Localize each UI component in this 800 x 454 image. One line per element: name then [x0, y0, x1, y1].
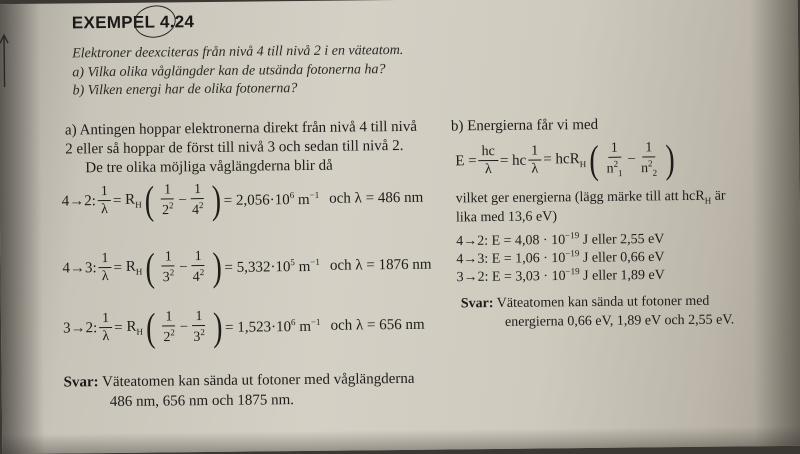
energy-row: 3→2: $E = 3,03 \cdot 10^{-19}$ J eller 1,89 eV [456, 266, 665, 286]
part-b-text-1: vilket ger energierna (lägg märke till att hcR$_H$ är [455, 188, 726, 207]
part-b-answer-line-2: energierna 0,66 eV, 1,89 eV och 2,55 eV. [504, 312, 735, 330]
part-a-intro-3: De tre olika möjliga våglängderna blir då [85, 157, 333, 177]
answer-label: Svar: [63, 374, 99, 391]
part-b-answer: Svar: Väteatomen kan sända ut fotoner med [460, 293, 710, 312]
part-a-answer-line-2: 486 nm, 656 nm och 1875 nm. [109, 392, 295, 411]
margin-mark-icon [0, 29, 13, 89]
answer-label: Svar: [460, 296, 494, 312]
problem-line-2: a) Vilka olika våglängder kan de utsända fotonerna ha? [72, 62, 386, 81]
part-b-intro: b) Energierna får vi med [450, 116, 599, 135]
transition-label: 4→3: [62, 259, 97, 277]
energy-formula: E = $\frac{hc}{\lambda}$ = hc $\frac{1}{\lambda}$ = hcR$_H$ ( $\frac{1}{n^2_1}$ − $\frac{1}{n^2_2}$ ) [455, 136, 675, 183]
example-title: EXEMPEL 4.24 [71, 12, 195, 33]
inverse-wavelength-fraction: $\frac{1}{\lambda}$ [98, 252, 111, 284]
page-shadow-right [750, 0, 800, 446]
transition-label: 4→2: [61, 192, 96, 210]
rydberg-constant: $R_H$ [126, 318, 144, 337]
rydberg-constant: $R_H$ [125, 191, 142, 210]
problem-line-3: b) Vilken energi har de olika fotonerna? [72, 81, 298, 99]
transition-label: 3→2: [62, 319, 98, 337]
wavelength-answer: och λ = 486 nm [329, 189, 424, 207]
part-a-intro-1: a) Antingen hoppar elektronerna direkt från nivå 4 till nivå [64, 118, 418, 139]
part-a-intro-2: 2 eller så hoppar de först till nivå 3 och sedan till nivå 2. [65, 137, 404, 158]
problem-line-1: Elektroner deexciteras från nivå 4 till nivå 2 i en väteatom. [72, 42, 404, 62]
inverse-wavelength-fraction: $\frac{1}{\lambda}$ [99, 312, 112, 344]
inverse-wavelength-fraction: $\frac{1}{\lambda}$ [98, 185, 111, 217]
result-value: = $2,056\cdot 10^6$ $m^{-1}$ [223, 189, 320, 209]
wavelength-equation-row: 4→2: $\frac{1}{\lambda}$ = $R_H$ ( $\frac{1}{2^2}$ − $\frac{1}{4^2}$ ) = $2,056\cdot 10^6$ $m^{-1}$ och λ = 486 nm [61, 176, 424, 223]
wavelength-answer: och λ = 656 nm [330, 316, 425, 334]
title-circle-annotation [132, 3, 178, 41]
wavelength-equation-row: 3→2: $\frac{1}{\lambda}$ = $R_H$ ( $\frac{1}{2^2}$ − $\frac{1}{3^2}$ ) = $1,523\cdot 10^6$ $m^{-1}$ och λ = 656 nm [62, 303, 425, 350]
wavelength-answer: och λ = 1876 nm [329, 256, 432, 274]
part-a-answer: Svar: Väteatomen kan sända ut fotoner med våglängderna [63, 370, 415, 391]
wavelength-equation-row: 4→3: $\frac{1}{\lambda}$ = $R_H$ ( $\frac{1}{3^2}$ − $\frac{1}{4^2}$ ) = $5,332\cdot 10^5$ $m^{-1}$ och λ = 1876 nm [62, 243, 432, 290]
energy-row: 4→3: $E = 1,06 \cdot 10^{-19}$ J eller 0,66 eV [456, 248, 665, 268]
result-value: = $1,523\cdot 10^6$ $m^{-1}$ [225, 316, 321, 336]
rydberg-constant: $R_H$ [125, 258, 143, 277]
result-value: = $5,332\cdot 10^5$ $m^{-1}$ [224, 256, 320, 276]
energy-row: 4→2: $E = 4,08 \cdot 10^{-19}$ J eller 2,55 eV [456, 230, 665, 250]
part-b-text-2: lika med 13,6 eV) [455, 209, 558, 226]
